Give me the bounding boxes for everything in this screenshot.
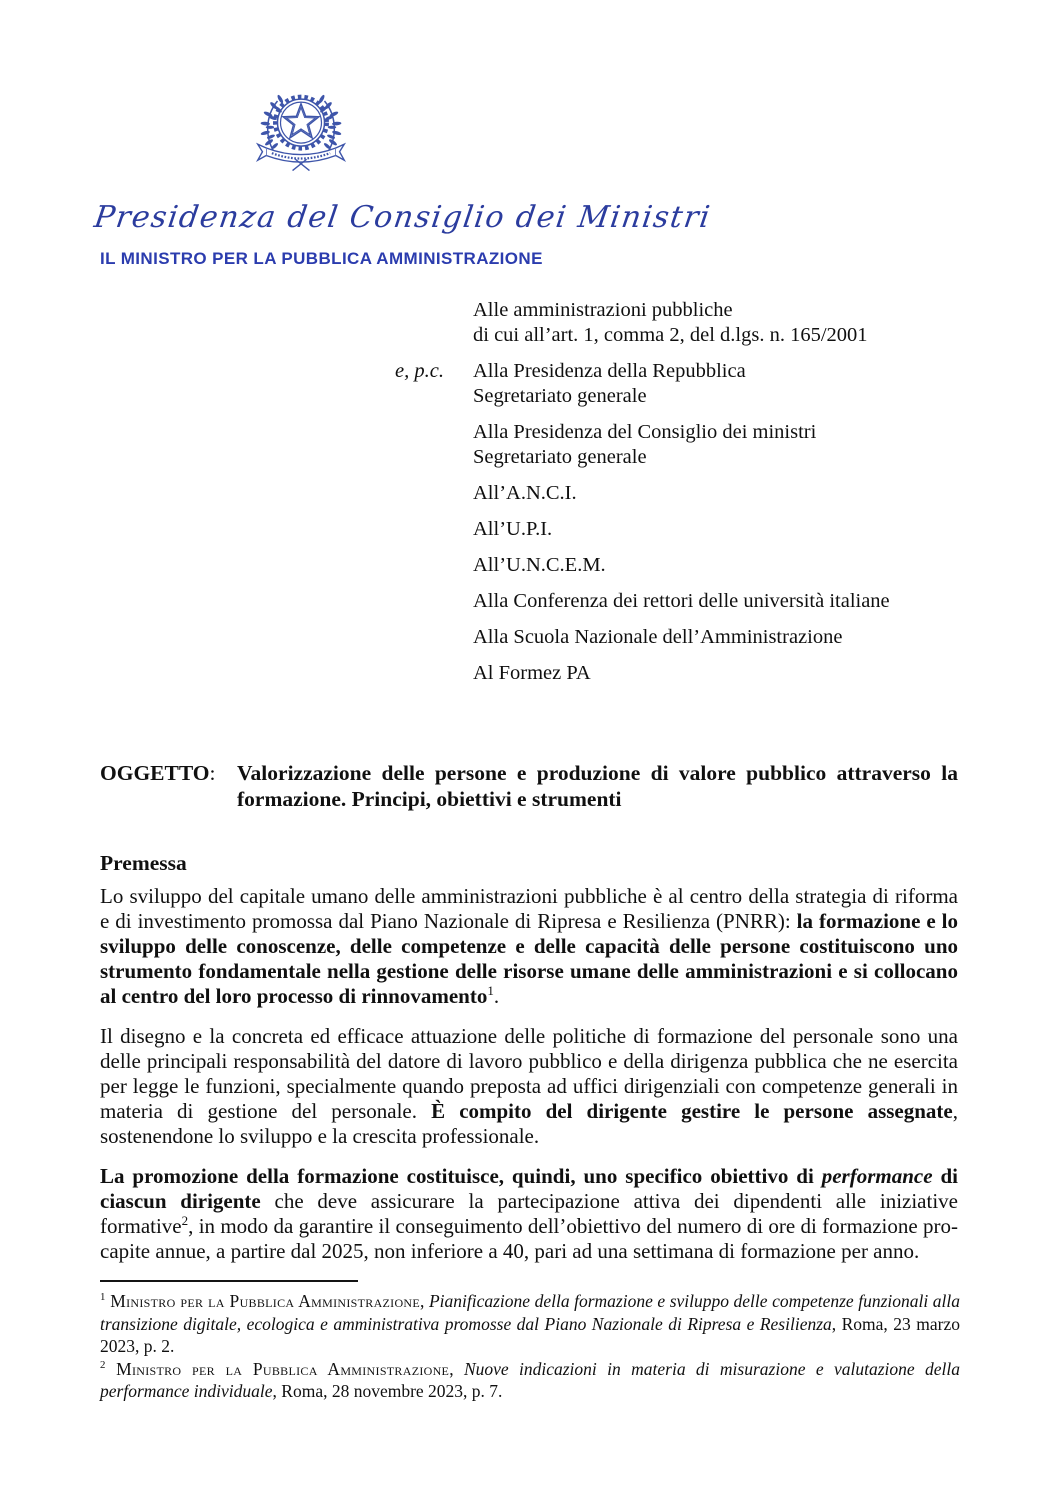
text-segment: , sostenendone lo sviluppo e la crescita professionale. [100,1099,958,1148]
text-segment: , Roma, 23 marzo 2023, p. 2. [100,1313,960,1356]
recipient-line: di cui all’art. 1, comma 2, del d.lgs. n. 165/2001 [473,324,868,346]
text-segment: , Roma, 28 novembre 2023, p. 7. [272,1381,503,1401]
text-segment: la formazione e lo sviluppo delle conoscenze, delle competenze e delle capacità delle persone costituiscono uno strumento fondamentale nella gestione delle risorse umane delle amministrazioni e si collocano al centro del loro processo di rinnovamento [100,909,958,1008]
recipient-line: All’U.N.C.E.M. [473,554,606,576]
body-paragraph [100,884,958,1009]
subject-text: Valorizzazione delle persone e produzione di valore pubblico attraverso la formazione. Principi, obiettivi e strumenti [237,761,958,811]
recipient-line: Alla Presidenza del Consiglio dei ministri [473,421,817,443]
recipient-group [395,517,965,542]
section-heading-premessa: Premessa [100,851,187,875]
recipients-block [395,298,965,697]
institution-script-title: Presidenza del Consiglio dei Ministri [92,200,714,235]
footnote-reference: 1 [487,983,494,998]
text-segment: Nuove indicazioni in materia di misurazione e valutazione della performance individuale [100,1358,961,1401]
recipient-line: Segretariato generale [473,385,647,407]
recipient-line: All’U.P.I. [473,518,553,540]
footnote-reference: 1 [100,1291,106,1304]
text-segment: Lo sviluppo del capitale umano delle amministrazioni pubbliche è al centro della strategia di riforma e di investimento promossa dal Piano Nazionale di Ripresa e Resilienza (PNRR): [100,884,958,933]
text-segment: La promozione della formazione costituisce, quindi, uno specifico obiettivo di [100,1164,822,1188]
subject-block [100,760,958,812]
recipient-group [395,298,965,348]
recipient-group [395,420,965,470]
text-segment: , in modo da garantire il conseguimento dell’obiettivo del numero di ore di formazione pro-capite annue, a partire dal 2025, non inferiore a 40, pari ad una settimana di formazione per anno. [100,1214,958,1263]
text-segment: , [420,1291,429,1311]
recipient-group [395,359,965,409]
text-segment: Il disegno e la concreta ed efficace attuazione delle politiche di formazione del personale sono una delle principali responsabilità del datore di lavoro pubblico e della dirigenza pubblica che ne esercita per legge le funzioni, specialmente quando preposta ad uffici dirigenziali con competenze generali in materia di gestione del personale. [100,1024,958,1123]
text-segment: Ministro per la Pubblica Amministrazione [105,1358,450,1379]
recipient-group [395,481,965,506]
recipient-group [395,553,965,578]
recipient-line: Alla Scuola Nazionale dell’Amministrazione [473,626,843,648]
body-paragraph [100,1024,958,1149]
text-segment: , [449,1358,464,1379]
text-segment: Pianificazione della formazione e sviluppo delle competenze funzionali alla transizione digitale, ecologica e amministrativa promosse dal Piano Nazionale di Ripresa e Resilienza [100,1291,961,1334]
recipient-line: Alla Conferenza dei rettori delle università italiane [473,590,890,612]
office-title: IL MINISTRO PER LA PUBBLICA AMMINISTRAZIONE [100,249,543,268]
footnotes-block [100,1290,960,1403]
recipient-group [395,589,965,614]
subject-colon: : [209,761,216,785]
body-paragraph [100,1164,958,1264]
text-segment: di ciascun dirigente [100,1164,958,1213]
text-segment: che deve assicurare la partecipazione attiva dei dipendenti alle iniziative formative [100,1189,958,1238]
recipient-line: Segretariato generale [473,446,647,468]
subject-label-text: OGGETTO [100,761,210,785]
body-paragraphs [100,884,958,1279]
recipient-group [395,625,965,650]
footnote [100,1290,960,1358]
recipient-line: Alle amministrazioni pubbliche [473,299,733,321]
recipient-line: Alla Presidenza della Repubblica [473,360,746,382]
text-segment: È compito del dirigente gestire le persone assegnate [431,1099,953,1123]
footnote-reference: 2 [181,1213,189,1228]
recipient-line: Al Formez PA [473,662,591,684]
recipient-group [395,661,965,686]
recipient-line: All’A.N.C.I. [473,482,577,504]
text-segment: performance [821,1164,933,1188]
footnote-reference: 2 [100,1358,106,1371]
italian-republic-emblem-icon [254,80,348,184]
courtesy-copy-label: e, p.c. [395,360,444,382]
text-segment: . [493,984,500,1008]
subject-label [100,760,216,786]
footnote-separator [100,1280,358,1282]
text-segment: Ministro per la Pubblica Amministrazione [105,1291,421,1311]
footnote [100,1358,960,1403]
